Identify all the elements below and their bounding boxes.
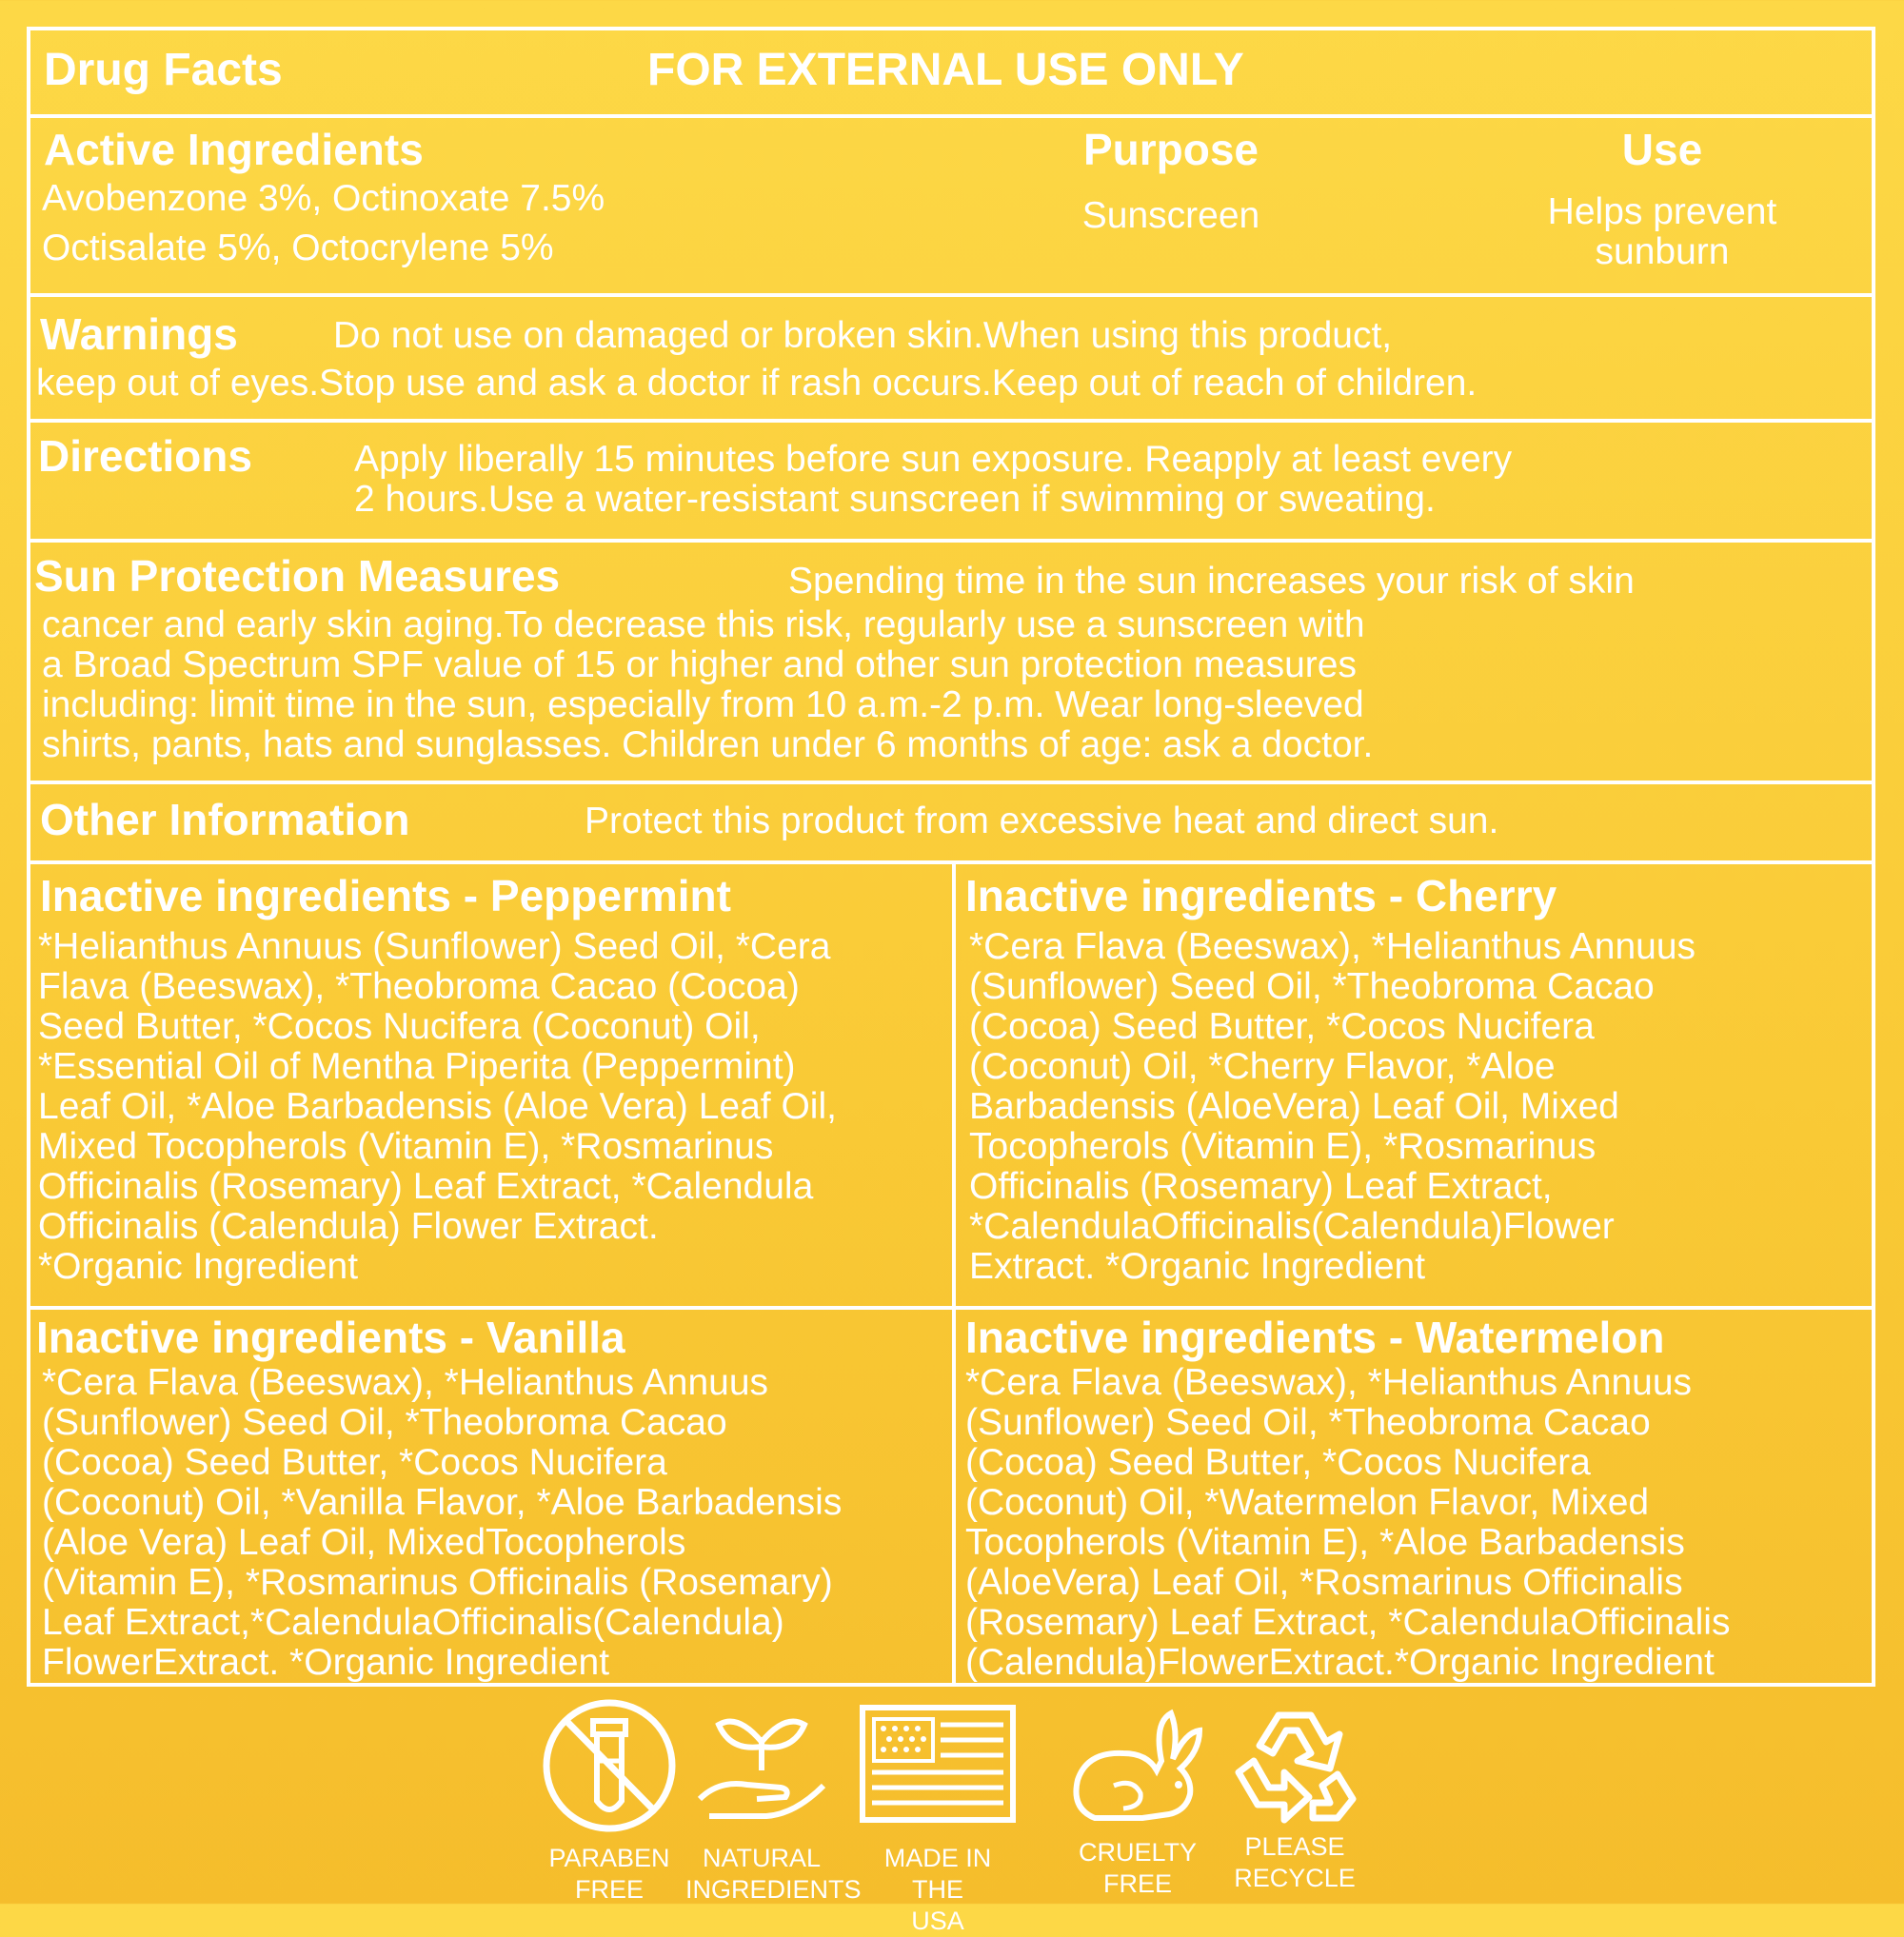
divider [30, 539, 1872, 543]
use-line2: sunburn [1595, 231, 1730, 272]
sun-protection-line5: shirts, pants, hats and sunglasses. Children under 6 months of age: ask a doctor. [42, 724, 1374, 765]
ingredient-line: *Cera Flava (Beeswax), *Helianthus Annuus [42, 1362, 769, 1403]
badges-row [533, 1694, 1371, 1935]
warnings-line1: Do not use on damaged or broken skin.When using this product, [333, 315, 1393, 356]
ingredient-line: Officinalis (Rosemary) Leaf Extract, *Calendula [38, 1166, 814, 1207]
other-information-text: Protect this product from excessive heat and direct sun. [585, 800, 1499, 841]
ingredient-line: FlowerExtract. *Organic Ingredient [42, 1642, 610, 1683]
ingredient-line: (Aloe Vera) Leaf Oil, MixedTocopherols [42, 1522, 686, 1563]
us-flag-icon [857, 1694, 1019, 1837]
inactive-watermelon-heading: Inactive ingredients - Watermelon [965, 1313, 1665, 1362]
badge-label-line2: INGREDIENTS [685, 1875, 862, 1904]
badge-label-line1: NATURAL [702, 1844, 822, 1872]
directions-heading: Directions [38, 431, 252, 481]
divider [30, 1306, 1872, 1310]
directions-line1: Apply liberally 15 minutes before sun exposure. Reapply at least every [354, 439, 1513, 480]
active-ingredients-line1: Avobenzone 3%, Octinoxate 7.5% [42, 178, 605, 219]
badge-label-line2: RECYCLE [1234, 1864, 1356, 1892]
badge-made-in-usa [857, 1694, 1019, 1937]
sun-protection-heading: Sun Protection Measures [34, 551, 561, 601]
ingredient-line: (Cocoa) Seed Butter, *Cocos Nucifera [42, 1442, 667, 1483]
ingredient-line: *Essential Oil of Mentha Piperita (Peppermint) [38, 1046, 796, 1087]
ingredient-line: (Cocoa) Seed Butter, *Cocos Nucifera [965, 1442, 1591, 1483]
sun-protection-line3: a Broad Spectrum SPF value of 15 or higher and other sun protection measures [42, 644, 1357, 685]
purpose-heading: Purpose [1082, 125, 1259, 174]
divider [30, 781, 1872, 784]
drug-facts-title: Drug Facts [44, 45, 283, 95]
warnings-heading: Warnings [40, 309, 238, 359]
badge-please-recycle [1219, 1694, 1371, 1894]
use-heading: Use [1621, 125, 1703, 174]
badge-label-line1: MADE IN THE [883, 1844, 992, 1904]
ingredient-line: (Cocoa) Seed Butter, *Cocos Nucifera [969, 1006, 1595, 1047]
rabbit-icon [1066, 1694, 1209, 1837]
divider [30, 860, 1872, 864]
divider [30, 419, 1872, 423]
inactive-cherry-list [969, 927, 1872, 1287]
inactive-cherry-heading: Inactive ingredients - Cherry [965, 871, 1557, 920]
badge-paraben-free [533, 1694, 685, 1906]
ingredient-line: Tocopherols (Vitamin E), *Rosmarinus [969, 1126, 1597, 1167]
active-ingredients-line2: Octisalate 5%, Octocrylene 5% [42, 227, 554, 268]
badge-natural-ingredients [685, 1694, 862, 1906]
ingredient-line: Barbadensis (AloeVera) Leaf Oil, Mixed [969, 1086, 1619, 1127]
directions-line2: 2 hours.Use a water-resistant sunscreen if swimming or sweating. [354, 479, 1436, 520]
inactive-watermelon-list [965, 1363, 1872, 1683]
other-information-heading: Other Information [40, 795, 410, 844]
ingredient-line: (Sunflower) Seed Oil, *Theobroma Cacao [42, 1402, 727, 1443]
plant-in-hand-icon [690, 1694, 833, 1837]
inactive-peppermint-list [38, 927, 947, 1287]
ingredient-line: (Coconut) Oil, *Vanilla Flavor, *Aloe Barbadensis [42, 1482, 843, 1523]
ingredient-line: (Rosemary) Leaf Extract, *CalendulaOfficinalis [965, 1602, 1731, 1643]
inactive-peppermint-heading: Inactive ingredients - Peppermint [40, 871, 731, 920]
ingredient-line: (Coconut) Oil, *Cherry Flavor, *Aloe [969, 1046, 1556, 1087]
divider [952, 860, 956, 1687]
ingredient-line: *Organic Ingredient [38, 1246, 359, 1287]
badge-label-line2: FREE [574, 1875, 644, 1904]
ingredient-line: Leaf Extract,*CalendulaOfficinalis(Calendula) [42, 1602, 784, 1643]
ingredient-line: (Coconut) Oil, *Watermelon Flavor, Mixed [965, 1482, 1650, 1523]
sun-protection-line1: Spending time in the sun increases your risk of skin [788, 561, 1635, 602]
sun-protection-line4: including: limit time in the sun, especially from 10 a.m.-2 p.m. Wear long-sleeved [42, 684, 1364, 725]
ingredient-line: *CalendulaOfficinalis(Calendula)Flower [969, 1206, 1615, 1247]
ingredient-line: Flava (Beeswax), *Theobroma Cacao (Cocoa) [38, 966, 800, 1007]
ingredient-line: Officinalis (Calendula) Flower Extract. [38, 1206, 659, 1247]
ingredient-line: (AloeVera) Leaf Oil, *Rosmarinus Officinalis [965, 1562, 1683, 1603]
divider [30, 293, 1872, 297]
ingredient-line: (Vitamin E), *Rosmarinus Officinalis (Rosemary) [42, 1562, 833, 1603]
ingredient-line: *Helianthus Annuus (Sunflower) Seed Oil, *Cera [38, 926, 831, 967]
active-ingredients-heading: Active Ingredients [44, 125, 424, 174]
ingredient-line: Seed Butter, *Cocos Nucifera (Coconut) Oil, [38, 1006, 761, 1047]
ingredient-line: *Cera Flava (Beeswax), *Helianthus Annuus [965, 1362, 1693, 1403]
ingredient-line: (Sunflower) Seed Oil, *Theobroma Cacao [965, 1402, 1651, 1443]
inactive-vanilla-list [42, 1363, 948, 1683]
ingredient-line: *Cera Flava (Beeswax), *Helianthus Annuus [969, 926, 1696, 967]
external-use-notice: FOR EXTERNAL USE ONLY [647, 45, 1244, 95]
purpose-value: Sunscreen [1081, 195, 1260, 236]
use-line1: Helps prevent [1547, 191, 1777, 232]
test-tube-crossed-icon [538, 1694, 681, 1837]
ingredient-line: (Calendula)FlowerExtract.*Organic Ingredient [965, 1642, 1715, 1683]
ingredient-line: (Sunflower) Seed Oil, *Theobroma Cacao [969, 966, 1655, 1007]
recycle-icon [1223, 1694, 1366, 1828]
sun-protection-line2: cancer and early skin aging.To decrease this risk, regularly use a sunscreen with [42, 604, 1365, 645]
badge-label-line1: PLEASE [1244, 1832, 1345, 1861]
drug-facts-panel [27, 27, 1875, 1687]
warnings-line2: keep out of eyes.Stop use and ask a doctor if rash occurs.Keep out of reach of children. [36, 363, 1478, 404]
ingredient-line: Tocopherols (Vitamin E), *Aloe Barbadensis [965, 1522, 1685, 1563]
ingredient-line: Mixed Tocopherols (Vitamin E), *Rosmarinus [38, 1126, 774, 1167]
badge-label-line2: FREE [1102, 1869, 1172, 1898]
divider [30, 114, 1872, 118]
ingredient-line: Leaf Oil, *Aloe Barbadensis (Aloe Vera) Leaf Oil, [38, 1086, 837, 1127]
badge-cruelty-free [1061, 1694, 1214, 1900]
inactive-vanilla-heading: Inactive ingredients - Vanilla [36, 1313, 625, 1362]
badge-label-line1: PARABEN [548, 1844, 670, 1872]
badge-label-line2: USA [911, 1907, 964, 1935]
ingredient-line: Officinalis (Rosemary) Leaf Extract, [969, 1166, 1553, 1207]
ingredient-line: Extract. *Organic Ingredient [969, 1246, 1426, 1287]
badge-label-line1: CRUELTY [1078, 1838, 1198, 1867]
